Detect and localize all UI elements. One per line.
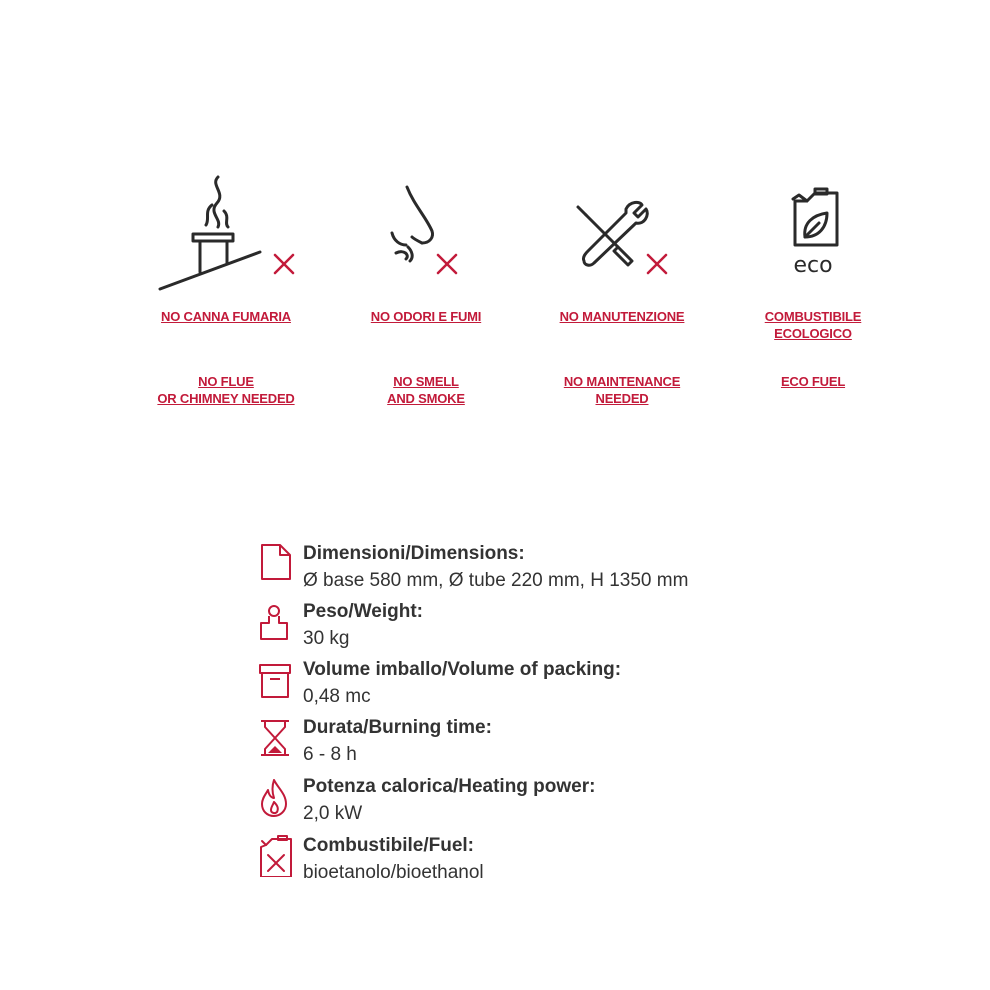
spec-value: 30 kg bbox=[303, 628, 350, 649]
label-eco-fuel-it: COMBUSTIBILE ECOLOGICO bbox=[764, 309, 862, 341]
label-no-smell-it: NO ODORI E FUMI bbox=[370, 309, 482, 324]
spec-title: Potenza calorica/Heating power: bbox=[303, 776, 596, 797]
feature-eco-fuel bbox=[713, 165, 913, 415]
flame-icon bbox=[258, 776, 298, 818]
spec-value: Ø base 580 mm, Ø tube 220 mm, H 1350 mm bbox=[303, 570, 689, 591]
spec-value: 0,48 mc bbox=[303, 686, 371, 707]
feature-no-smell bbox=[326, 165, 526, 415]
spec-dimensions bbox=[258, 543, 818, 599]
weight-icon bbox=[258, 601, 298, 643]
spec-title: Volume imballo/Volume of packing: bbox=[303, 659, 622, 680]
feature-no-chimney bbox=[126, 165, 326, 415]
tools-icon bbox=[522, 165, 722, 295]
spec-value: bioetanolo/bioethanol bbox=[303, 862, 484, 883]
nose-icon bbox=[326, 165, 526, 295]
label-no-maintenance-it: NO MANUTENZIONE bbox=[559, 309, 685, 324]
spec-weight bbox=[258, 601, 818, 657]
spec-value: 2,0 kW bbox=[303, 803, 363, 824]
spec-fuel bbox=[258, 835, 818, 891]
spec-value: 6 - 8 h bbox=[303, 744, 357, 765]
feature-no-maintenance bbox=[522, 165, 722, 415]
spec-burning-time bbox=[258, 717, 818, 773]
label-no-chimney-it: NO CANNA FUMARIA bbox=[161, 309, 291, 324]
spec-title: Dimensioni/Dimensions: bbox=[303, 543, 525, 564]
spec-title: Durata/Burning time: bbox=[303, 717, 492, 738]
chimney-icon bbox=[126, 165, 326, 295]
spec-title: Combustibile/Fuel: bbox=[303, 835, 474, 856]
jerrycan-icon bbox=[258, 835, 298, 877]
document-icon bbox=[258, 543, 298, 585]
box-icon bbox=[258, 659, 298, 701]
spec-heating-power bbox=[258, 776, 818, 832]
label-no-maintenance-en: NO MAINTENANCE NEEDED bbox=[563, 374, 681, 406]
eco-text: eco bbox=[793, 253, 833, 278]
label-no-smell-en: NO SMELL AND SMOKE bbox=[387, 374, 465, 406]
spec-packing bbox=[258, 659, 818, 715]
eco-fuel-icon bbox=[713, 165, 913, 295]
hourglass-icon bbox=[258, 717, 298, 759]
label-eco-fuel-en: ECO FUEL bbox=[780, 374, 846, 389]
label-no-chimney-en: NO FLUE OR CHIMNEY NEEDED bbox=[157, 374, 295, 406]
spec-title: Peso/Weight: bbox=[303, 601, 423, 622]
